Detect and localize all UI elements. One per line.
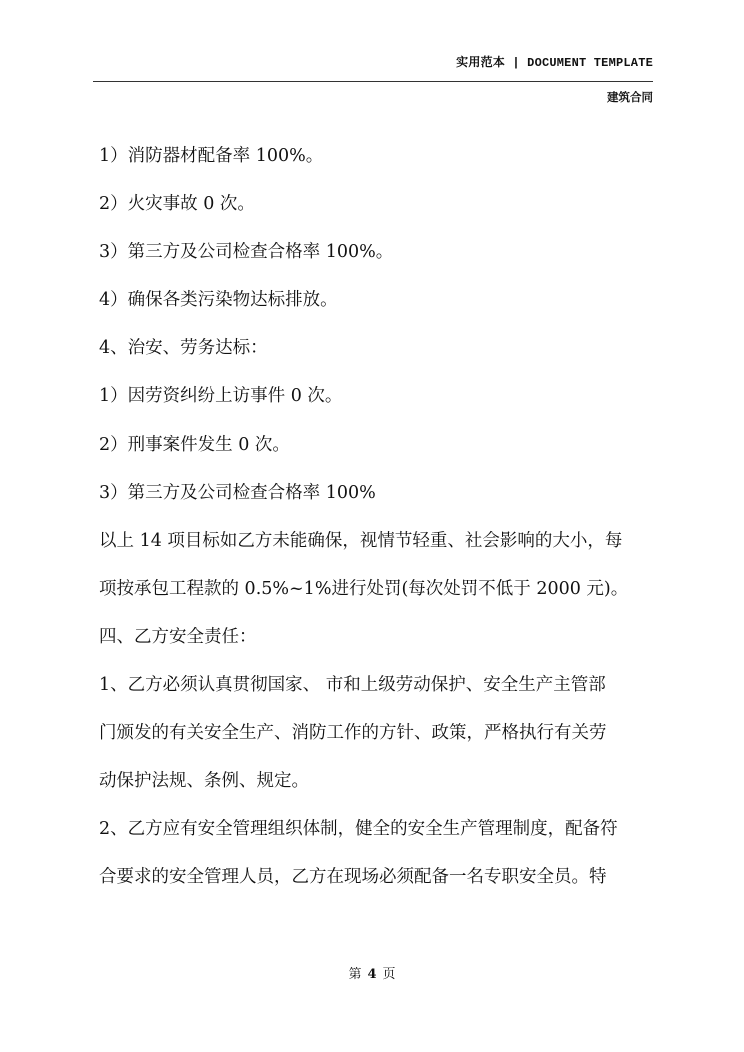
body-line: 1）消防器材配备率 100%。 bbox=[99, 146, 324, 166]
body-line: 3）第三方及公司检查合格率 100%。 bbox=[99, 242, 394, 263]
document-header-title: 实用范本 | DOCUMENT TEMPLATE bbox=[456, 56, 653, 70]
body-line: 合要求的安全管理人员，乙方在现场必须配备一名专职安全员。特 bbox=[99, 867, 607, 888]
body-line: 2）刑事案件发生 0 次。 bbox=[99, 434, 290, 455]
page-label-suffix: 页 bbox=[382, 967, 396, 982]
page-label-prefix: 第 bbox=[348, 967, 362, 982]
body-line: 2）火灾事故 0 次。 bbox=[99, 194, 255, 215]
body-line: 4、治安、劳务达标： bbox=[99, 338, 268, 359]
body-line: 动保护法规、条例、规定。 bbox=[99, 771, 309, 792]
body-line: 项按承包工程款的 0.5%~1%进行处罚(每次处罚不低于 2000 元)。 bbox=[99, 578, 629, 599]
body-line: 1）因劳资纠纷上访事件 0 次。 bbox=[99, 386, 343, 407]
body-line: 3）第三方及公司检查合格率 100% bbox=[99, 482, 376, 503]
header-divider bbox=[93, 81, 653, 82]
body-line: 以上 14 项目标如乙方未能确保，视情节轻重、社会影响的大小，每 bbox=[99, 530, 623, 551]
body-line: 4）确保各类污染物达标排放。 bbox=[99, 290, 338, 311]
page-number: 4 bbox=[367, 967, 377, 982]
document-category: 建筑合同 bbox=[607, 90, 653, 104]
body-line: 1、乙方必须认真贯彻国家、 市和上级劳动保护、安全生产主管部 bbox=[99, 675, 606, 696]
body-line: 门颁发的有关安全生产、消防工作的方针、政策，严格执行有关劳 bbox=[99, 723, 607, 744]
body-line: 四、乙方安全责任： bbox=[99, 626, 257, 647]
document-body bbox=[99, 140, 659, 910]
body-line: 2、乙方应有安全管理组织体制，健全的安全生产管理制度，配备符 bbox=[99, 819, 618, 840]
page-footer bbox=[0, 963, 744, 982]
